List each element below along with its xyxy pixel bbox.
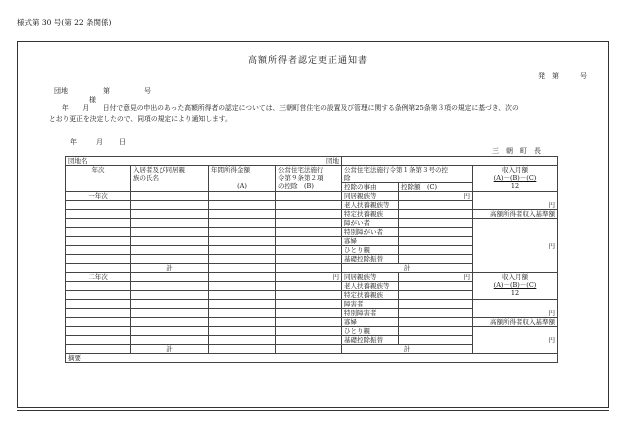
col-monthly-header: 収入月額 (A)－(B)－(C) 12: [473, 166, 558, 192]
col-names-header: 入居者及び同居親 族の氏名: [131, 166, 209, 192]
recipient-sama: 様: [89, 96, 96, 104]
col-year-header: 年次: [66, 166, 131, 192]
col-deduct2-header: 公営住宅法施行令第１条第３号の控 除: [342, 166, 473, 183]
recipient-go: 号: [144, 87, 151, 95]
reason-item: 同居親族等: [342, 192, 399, 201]
yen-unit: 円: [473, 192, 558, 210]
body-text-line2: とおり更正を決定したので、同項の規定により通知します。: [49, 115, 232, 123]
year1-row: [66, 192, 558, 201]
form-number: 様式第 30 号(第 22 条関係): [17, 18, 112, 27]
year1-label: 一年次: [66, 192, 131, 201]
remarks-cell[interactable]: 摘要: [66, 354, 558, 363]
body-text-line1: 年 月 日付で意見の申出のあった高額所得者の認定については、三朝町営住宅の設置及び管理に関する条例第25条第３項の規定に基づき、次の: [62, 104, 519, 112]
recipient-dai: 第: [103, 87, 110, 95]
total-label: 計: [342, 345, 473, 354]
total-label: 計: [131, 345, 209, 354]
total-label: 計: [342, 264, 473, 273]
mayor: 三 朝 町 長: [492, 147, 541, 155]
document-title: 高額所得者認定更正通知書: [248, 56, 369, 66]
yen-unit: 円: [473, 327, 558, 354]
yen-unit: 円: [399, 273, 473, 282]
year2-label: 二年次: [66, 273, 131, 282]
yen-unit: 円: [399, 192, 473, 201]
threshold-label: 高額所得者収入基準額: [473, 210, 558, 219]
yen-unit: 円: [473, 300, 558, 318]
issue-number: 発 第 号: [538, 72, 587, 80]
recipient-danchi: 団地: [54, 87, 68, 95]
date-tsuki: 月: [96, 138, 103, 146]
yen-unit: 円: [473, 219, 558, 273]
col-reason-header: 控除の事由: [342, 183, 399, 192]
year2-row: 二年次 円 同居親族等 円 収入月額 (A)－(B)－(C) 12: [66, 273, 558, 282]
col-income-header: 年間所得金額 (A): [209, 166, 276, 192]
date-hi: 日: [119, 138, 126, 146]
danchi-name-cell[interactable]: 団地名 団地: [66, 157, 342, 166]
date-nen: 年: [70, 138, 77, 146]
col-deduct1-header: 公営住宅法施行 令第９条第２項 の控除 (B): [276, 166, 342, 192]
col-amount-header: 控除額 (C): [399, 183, 473, 192]
income-table: 団地名 団地 年次 入居者及び同居親 族の氏名 年間所得金額 (A) 公営住宅法施行 令第９条第２項 の控除 (B) 公営住宅法施行令第１条第３号の控 除 収入月額 (A)－(B)－(C) 12 控除の事由 控除額 (C) 一年次 同居親族等 円 円 老人扶養親族等 特定扶養親族 高額所得者収入基準額 障がい者 円 特別障がい者 寡婦 ひとり親 基礎控除振替 計 計 二年次 円 同居親族等 円 収入月額 (A)－(B)－(C) 12 老人扶養親族等 特定扶養親族 障害者 円 特別障害者 寡婦 高額所得者収入基準額 ひとり親 円 基礎控除振替 計 計 摘要: [65, 156, 558, 363]
remarks-row: [66, 354, 558, 363]
yen-unit: 円: [276, 273, 342, 282]
total-label: 計: [131, 264, 209, 273]
monthly-formula: 収入月額 (A)－(B)－(C) 12: [473, 273, 558, 300]
danchi-row: [66, 157, 558, 166]
bottom-rule: [17, 410, 609, 411]
threshold-label: 高額所得者収入基準額: [473, 318, 558, 327]
